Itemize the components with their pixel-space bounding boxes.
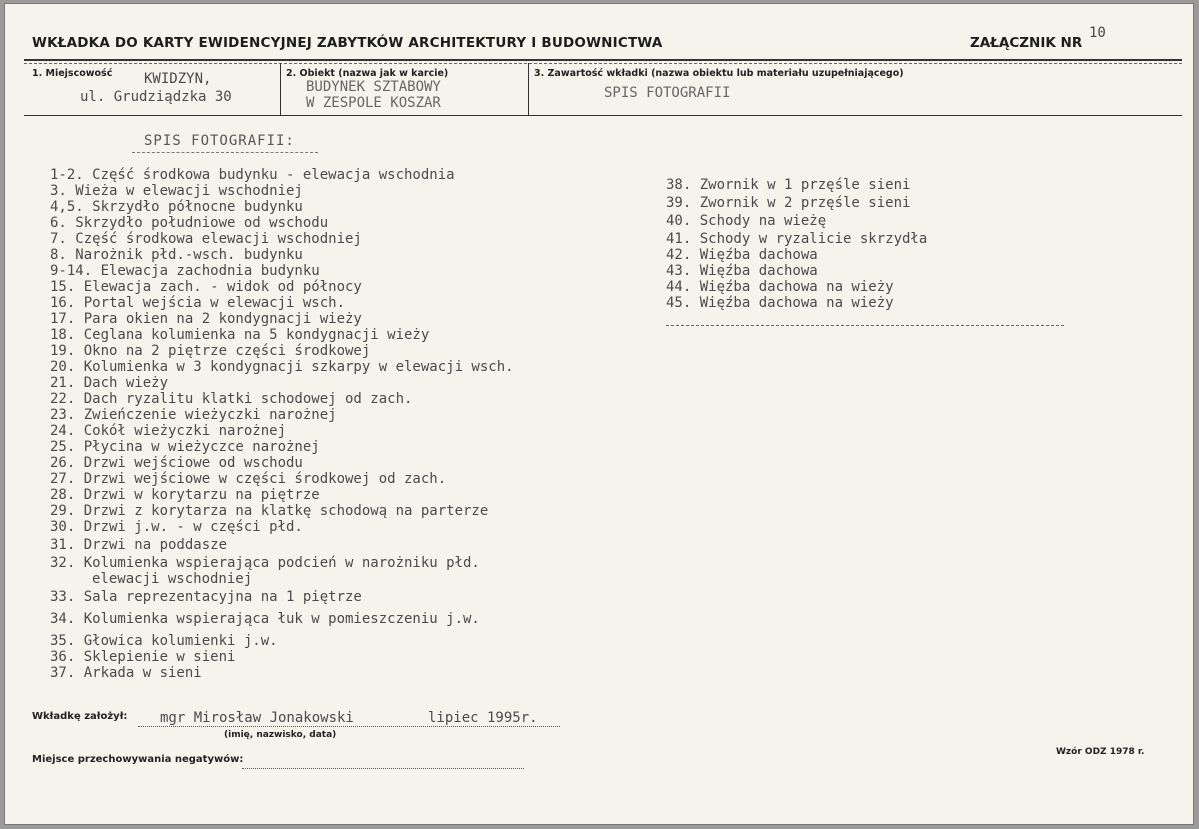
form-title: WKŁADKA DO KARTY EWIDENCYJNEJ ZABYTKÓW ARCHITEKTURY I BUDOWNICTWA bbox=[32, 35, 663, 51]
date-value: lipiec 1995r. bbox=[428, 710, 538, 726]
locality-line-1: KWIDZYN, bbox=[144, 71, 212, 87]
photo-list-item: 32. Kolumienka wspierająca podcień w narożniku płd. bbox=[50, 555, 480, 571]
photo-list-item: 33. Sala reprezentacyjna na 1 piętrze bbox=[50, 589, 362, 605]
photo-list-item: 16. Portal wejścia w elewacji wsch. bbox=[50, 295, 346, 311]
photo-list-heading-underline bbox=[132, 152, 318, 153]
photo-list-item: 4,5. Skrzydło północne budynku bbox=[50, 199, 303, 215]
object-line-2: W ZESPOLE KOSZAR bbox=[306, 95, 441, 111]
photo-list-item: 28. Drzwi w korytarzu na piętrze bbox=[50, 487, 320, 503]
photo-list-item: 29. Drzwi z korytarza na klatkę schodową na parterze bbox=[50, 503, 489, 519]
photo-list-item: 23. Zwieńczenie wieżyczki narożnej bbox=[50, 407, 337, 423]
photo-list-item: 41. Schody w ryzalicie skrzydła bbox=[666, 231, 928, 247]
content-value: SPIS FOTOGRAFII bbox=[604, 85, 731, 101]
photo-list-item: 24. Cokół wieżyczki narożnej bbox=[50, 423, 287, 439]
locality-label: 1. Miejscowość bbox=[32, 68, 113, 79]
photo-list-item: 40. Schody na wieżę bbox=[666, 213, 827, 229]
author-label: Wkładkę założył: bbox=[32, 711, 128, 722]
photo-list-item: 18. Ceglana kolumienka na 5 kondygnacji wieży bbox=[50, 327, 430, 343]
storage-dotted-line bbox=[242, 768, 524, 769]
storage-label: Miejsce przechowywania negatywów: bbox=[32, 754, 244, 765]
photo-list-item: 17. Para okien na 2 kondygnacji wieży bbox=[50, 311, 362, 327]
photo-list-item: 45. Więźba dachowa na wieży bbox=[666, 295, 894, 311]
list-end-dashed-line bbox=[666, 325, 1064, 326]
photo-list-item: 1-2. Część środkowa budynku - elewacja wschodnia bbox=[50, 167, 455, 183]
photo-list-item: 30. Drzwi j.w. - w części płd. bbox=[50, 519, 303, 535]
photo-list-item: 21. Dach wieży bbox=[50, 375, 169, 391]
photo-list-item: 44. Więźba dachowa na wieży bbox=[666, 279, 894, 295]
photo-list-item: 26. Drzwi wejściowe od wschodu bbox=[50, 455, 303, 471]
photo-list-item: 27. Drzwi wejściowe w części środkowej od zach. bbox=[50, 471, 447, 487]
header-rule bbox=[24, 59, 1182, 61]
form-model-label: Wzór ODZ 1978 r. bbox=[1056, 747, 1145, 757]
photo-list-item: 34. Kolumienka wspierająca łuk w pomieszczeniu j.w. bbox=[50, 611, 480, 627]
object-label: 2. Obiekt (nazwa jak w karcie) bbox=[286, 68, 449, 79]
field-divider-1 bbox=[280, 63, 281, 115]
photo-list-item: 15. Elewacja zach. - widok od północy bbox=[50, 279, 362, 295]
annex-number: 10 bbox=[1089, 25, 1106, 41]
photo-list-item: 22. Dach ryzalitu klatki schodowej od zach. bbox=[50, 391, 413, 407]
fields-rule bbox=[24, 115, 1182, 116]
author-dotted-line bbox=[138, 726, 560, 727]
photo-list-item-continuation: elewacji wschodniej bbox=[92, 571, 253, 587]
photo-list-item: 25. Płycina w wieżyczce narożnej bbox=[50, 439, 320, 455]
field-divider-2 bbox=[528, 63, 529, 115]
photo-list-heading: SPIS FOTOGRAFII: bbox=[144, 133, 295, 149]
photo-list-item: 19. Okno na 2 piętrze części środkowej bbox=[50, 343, 371, 359]
photo-list-item: 9-14. Elewacja zachodnia budynku bbox=[50, 263, 320, 279]
record-card-insert bbox=[4, 3, 1194, 825]
author-value: mgr Mirosław Jonakowski bbox=[160, 710, 354, 726]
photo-list-item: 38. Zwornik w 1 przęśle sieni bbox=[666, 177, 911, 193]
photo-list-item: 42. Więźba dachowa bbox=[666, 247, 818, 263]
photo-list-item: 8. Narożnik płd.-wsch. budynku bbox=[50, 247, 303, 263]
content-label: 3. Zawartość wkładki (nazwa obiektu lub materiału uzupełniającego) bbox=[534, 68, 904, 79]
photo-list-item: 6. Skrzydło południowe od wschodu bbox=[50, 215, 329, 231]
photo-list-item: 31. Drzwi na poddasze bbox=[50, 537, 228, 553]
object-line-1: BUDYNEK SZTABOWY bbox=[306, 79, 441, 95]
photo-list-item: 3. Wieża w elewacji wschodniej bbox=[50, 183, 303, 199]
author-sublabel: (imię, nazwisko, data) bbox=[224, 730, 337, 740]
photo-list-item: 43. Więźba dachowa bbox=[666, 263, 818, 279]
photo-list-item: 36. Sklepienie w sieni bbox=[50, 649, 236, 665]
locality-line-2: ul. Grudziądzka 30 bbox=[80, 89, 232, 105]
annex-label: ZAŁĄCZNIK NR bbox=[970, 35, 1083, 51]
photo-list-item: 20. Kolumienka w 3 kondygnacji szkarpy w elewacji wsch. bbox=[50, 359, 514, 375]
photo-list-item: 39. Zwornik w 2 przęśle sieni bbox=[666, 195, 911, 211]
header-rule-dashed bbox=[24, 63, 1182, 64]
photo-list-item: 7. Część środkowa elewacji wschodniej bbox=[50, 231, 362, 247]
photo-list-item: 35. Głowica kolumienki j.w. bbox=[50, 633, 278, 649]
photo-list-item: 37. Arkada w sieni bbox=[50, 665, 202, 681]
